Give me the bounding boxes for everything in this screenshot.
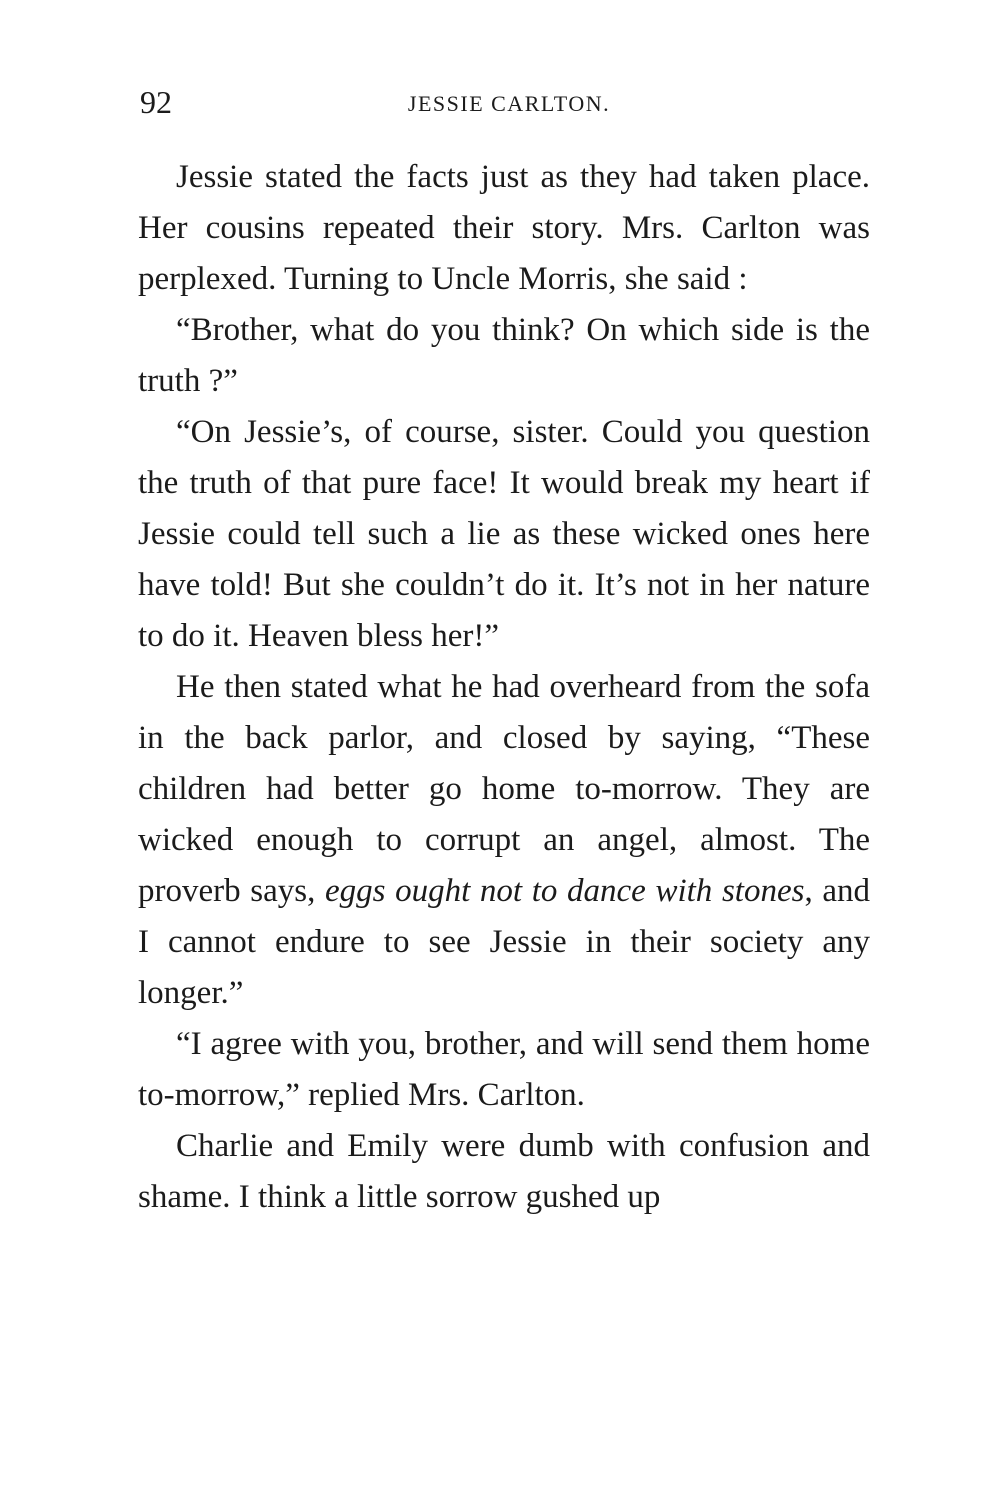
paragraph: Charlie and Emily were dumb with confusion and shame. I think a little sorrow gushed up: [138, 1128, 870, 1215]
paragraph: “I agree with you, brother, and will send them home to-morrow,” replied Mrs. Carlton.: [138, 1026, 870, 1113]
body-text: [138, 152, 870, 1223]
running-head: [138, 82, 870, 122]
paragraph-text: , and I cannot endure to see Jessie in their society any longer.”: [138, 873, 870, 1011]
proverb-italic: eggs ought not to dance with stones: [324, 873, 805, 909]
paragraph: Jessie stated the facts just as they had taken place. Her cousins repeated their story. Mrs. Carlton was perplexed. Turning to Uncle Morris, she said :: [138, 159, 870, 297]
page-number: 92: [140, 84, 172, 120]
paragraph: [138, 662, 870, 1019]
running-title: JESSIE CARLTON.: [407, 91, 611, 116]
paragraph: “On Jessie’s, of course, sister. Could you question the truth of that pure face! It would break my heart if Jessie could tell such a lie as these wicked ones here have told! But she couldn’t do it. It’s not in her nature to do it. Heaven bless her!”: [138, 414, 870, 654]
paragraph: “Brother, what do you think? On which side is the truth ?”: [138, 312, 870, 399]
paragraph-text: He then stated what he had overheard from the sofa in the back parlor, and closed by saying, “These children had better go home to-morrow. They are wicked enough to corrupt an angel, almost. The proverb says,: [138, 669, 870, 909]
